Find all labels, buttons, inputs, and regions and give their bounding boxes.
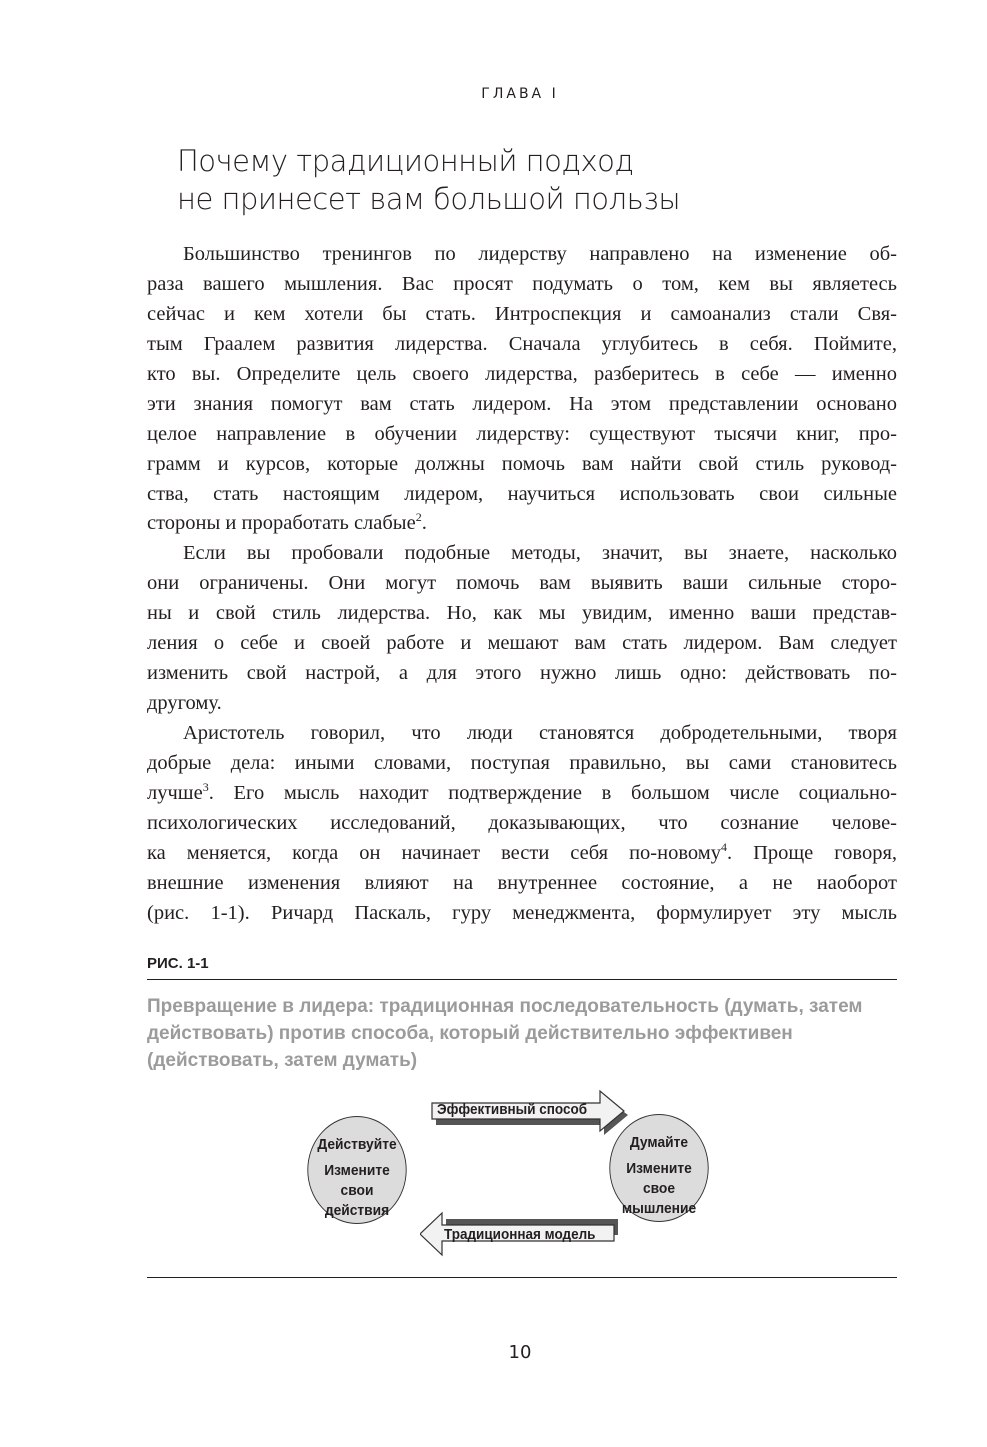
text-line: изменить свой настрой, а для этого нужно лишь одно: действовать по- <box>147 662 897 685</box>
figure-label: РИС. 1-1 <box>147 955 209 972</box>
text-line: ны и свой стиль лидерства. Но, как мы увидим, именно ваши представ- <box>147 602 897 625</box>
text-segment: ка меняется, когда он начинает вести себя по-новому <box>147 841 721 864</box>
circle-act <box>307 1116 406 1224</box>
footnote-ref[interactable]: 4 <box>720 839 727 854</box>
text-line: сейчас и кем хотели бы стать. Интроспекция и самоанализ стали Свя- <box>147 302 897 325</box>
section-title <box>177 142 680 218</box>
text-segment: . Проще говоря, <box>726 841 898 864</box>
text-line: кто вы. Определите цель своего лидерства, разберитесь в себе — именно <box>147 362 897 385</box>
footnote-ref[interactable]: 3 <box>202 780 209 795</box>
circle-text: Измените <box>324 1162 390 1179</box>
arrow-right-label: Эффективный способ <box>437 1101 588 1118</box>
text-line: (рис. 1-1). Ричард Паскаль, гуру менеджмента, формулирует эту мысль <box>147 901 897 924</box>
circle-text: действия <box>324 1202 390 1219</box>
text-line: раза вашего мышления. Вас просят подумать о том, кем вы являетесь <box>147 272 897 295</box>
circle-text: Измените <box>626 1160 692 1177</box>
text-segment: лучше <box>147 781 203 804</box>
circle-text: мышление <box>621 1200 697 1217</box>
text-line: целое направление в обучении лидерству: существуют тысячи книг, про- <box>147 422 897 445</box>
body-text <box>147 240 897 929</box>
text-line: ства, стать настоящим лидером, научиться использовать свои сильные <box>147 482 897 505</box>
page-number: 10 <box>508 1342 532 1363</box>
title-line: Почему традиционный подход <box>177 144 634 178</box>
text-line: Аристотель говорил, что люди становятся добродетельными, творя <box>183 722 897 744</box>
text-line: ления о себе и своей работе и мешают вам стать лидером. Вам следует <box>147 632 897 655</box>
circle-think <box>609 1114 708 1222</box>
text-line <box>147 509 897 539</box>
text-line: внешние изменения влияют на внутреннее состояние, а не наоборот <box>147 871 897 894</box>
text-line <box>147 839 897 869</box>
text-segment: . Его мысль находит подтверждение в большом числе социально- <box>208 781 897 804</box>
text-line: грамм и курсов, которые должны помочь вам найти свой стиль руковод- <box>147 452 897 475</box>
running-head: ГЛАВА I <box>481 86 559 102</box>
circle-text: свои <box>340 1182 374 1199</box>
footnote-ref[interactable]: 2 <box>415 510 422 525</box>
text-segment: . <box>421 512 427 535</box>
text-line: они ограничены. Они могут помочь вам выявить ваши сильные сторо- <box>147 572 897 595</box>
circle-heading: Думайте <box>629 1134 689 1151</box>
figure-top-rule <box>147 979 897 980</box>
arrow-left-label: Традиционная модель <box>444 1226 596 1243</box>
text-line: психологических исследований, доказывающих, что сознание челове- <box>147 811 897 834</box>
figure-caption: Превращение в лидера: традиционная последовательность (думать, затем действовать) против способа, который действительно эффективен (действовать, затем думать) <box>147 996 863 1071</box>
title-line: не принесет вам большой пользы <box>177 182 681 216</box>
circle-heading: Действуйте <box>317 1136 397 1153</box>
figure-bottom-rule <box>147 1277 897 1278</box>
text-line: Если вы пробовали подобные методы, значит, вы знаете, насколько <box>183 542 897 565</box>
text-line: эти знания помогут вам стать лидером. На этом представлении основано <box>147 392 897 415</box>
text-line: добрые дела: иными словами, поступая правильно, вы сами становитесь <box>147 751 897 774</box>
text-line: Большинство тренингов по лидерству направлено на изменение об- <box>183 243 897 265</box>
text-line: тым Граалем развития лидерства. Сначала углубитесь в себя. Поймите, <box>147 332 897 355</box>
text-segment: стороны и проработать слабые <box>147 512 416 535</box>
text-line <box>147 779 897 809</box>
text-line: другому. <box>147 692 222 715</box>
circle-text: свое <box>642 1180 676 1197</box>
